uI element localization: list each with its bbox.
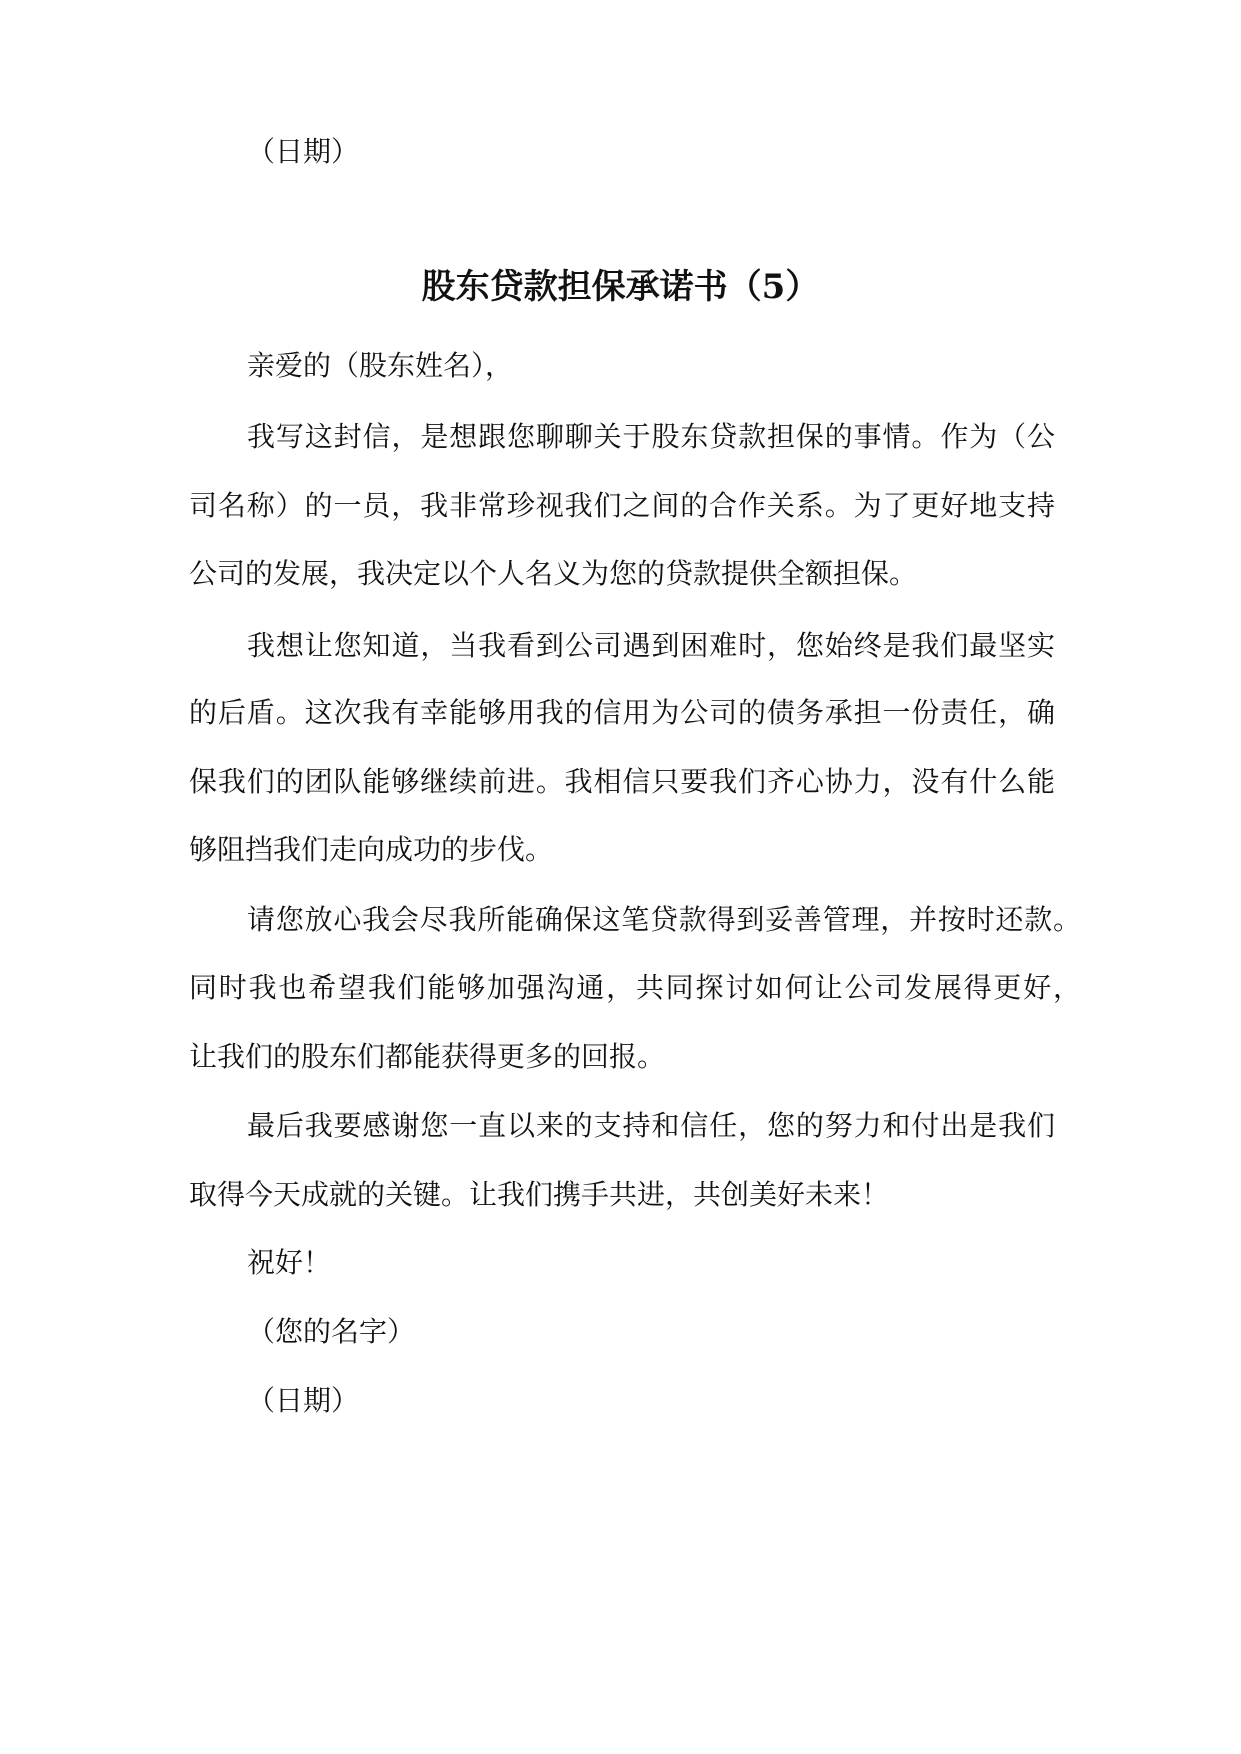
- signature: （您的名字）: [247, 1315, 416, 1348]
- paragraph-4-line-1: 最后我要感谢您一直以来的支持和信任，您的努力和付出是我们: [247, 1109, 1055, 1142]
- paragraph-2-line-3: 保我们的团队能够继续前进。我相信只要我们齐心协力，没有什么能: [189, 765, 1055, 798]
- paragraph-3-line-1: 请您放心我会尽我所能确保这笔贷款得到妥善管理，并按时还款。: [247, 903, 1081, 936]
- paragraph-4-line-2: 取得今天成就的关键。让我们携手共进，共创美好未来！: [189, 1178, 890, 1211]
- paragraph-1-line-3: 公司的发展，我决定以个人名义为您的贷款提供全额担保。: [189, 557, 918, 590]
- paragraph-3-line-2: 同时我也希望我们能够加强沟通，共同探讨如何让公司发展得更好，: [189, 971, 1081, 1004]
- salutation: 亲爱的（股东姓名），: [247, 349, 514, 382]
- paragraph-3-line-3: 让我们的股东们都能获得更多的回报。: [189, 1040, 666, 1073]
- paragraph-2-line-1: 我想让您知道，当我看到公司遇到困难时，您始终是我们最坚实: [247, 629, 1055, 662]
- closing: 祝好！: [247, 1246, 332, 1279]
- paragraph-2-line-2: 的后盾。这次我有幸能够用我的信用为公司的债务承担一份责任，确: [189, 696, 1055, 729]
- document-title: 股东贷款担保承诺书（5）: [421, 267, 820, 307]
- paragraph-2-line-4: 够阻挡我们走向成功的步伐。: [189, 833, 554, 866]
- footer-date: （日期）: [247, 1384, 360, 1417]
- paragraph-1-line-1: 我写这封信，是想跟您聊聊关于股东贷款担保的事情。作为（公: [247, 420, 1055, 453]
- header-date: （日期）: [247, 135, 360, 168]
- paragraph-1-line-2: 司名称）的一员，我非常珍视我们之间的合作关系。为了更好地支持: [189, 489, 1055, 522]
